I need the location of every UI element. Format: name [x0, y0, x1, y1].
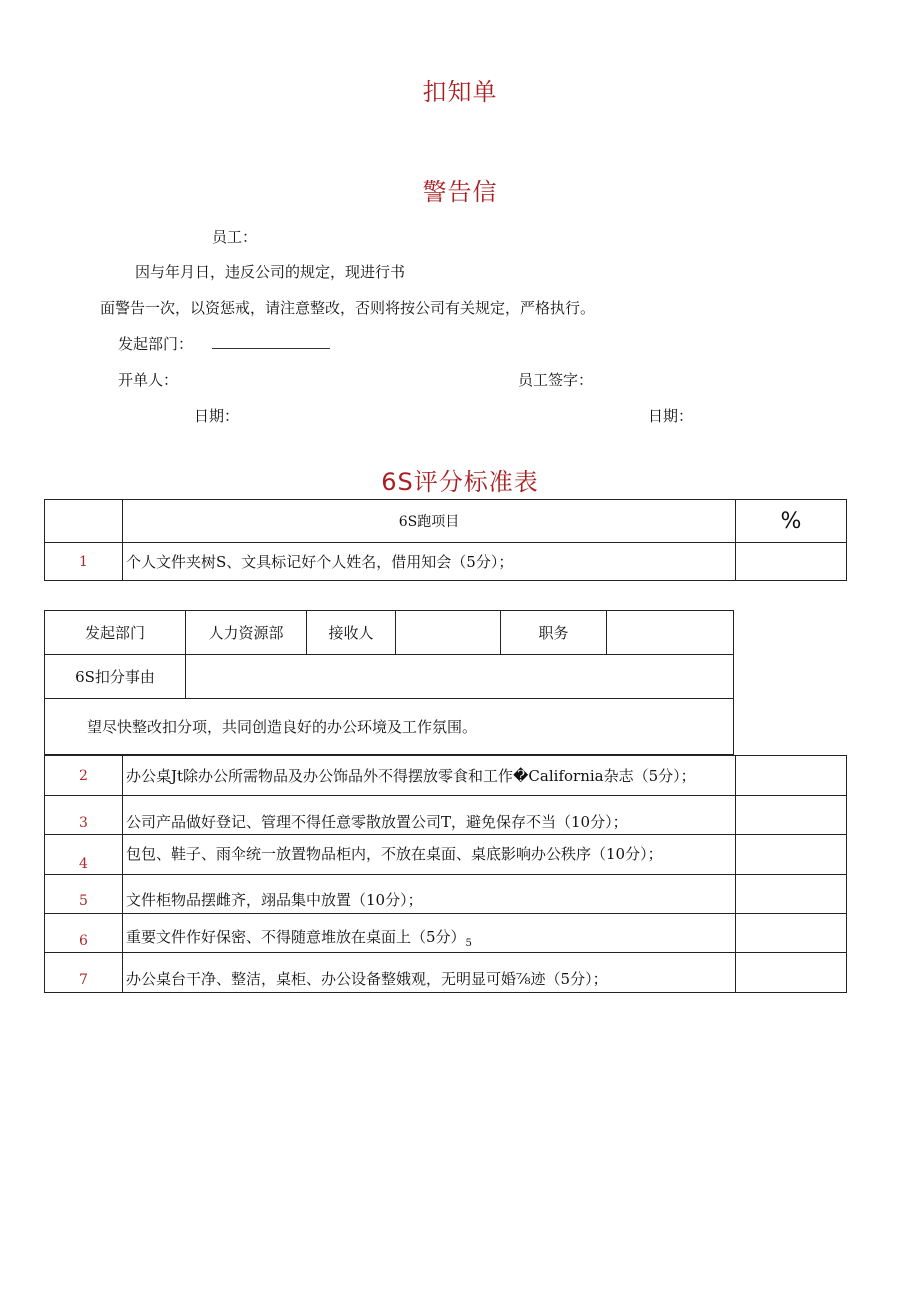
- header-num-cell: [45, 500, 123, 543]
- row-num: 4: [45, 835, 123, 875]
- row-item: 个人文件夹树S、文具标记好个人姓名，借用知会（5分）；: [123, 543, 736, 581]
- row-item: [123, 914, 736, 953]
- scoring-table-bottom: [44, 755, 847, 993]
- row-score: [736, 756, 847, 796]
- form-reason-value: [186, 655, 734, 699]
- row-score: [736, 914, 847, 953]
- form-row-reason: [45, 655, 734, 699]
- row-score: [736, 953, 847, 993]
- table-row: [45, 835, 847, 875]
- form-row-dept: [45, 611, 734, 655]
- header-item-cell: 6S跑项目: [123, 500, 736, 543]
- form-dept-label: 发起部门: [45, 611, 186, 655]
- scoring-table-top: [44, 499, 847, 581]
- table-row: [45, 953, 847, 993]
- form-title: 扣知单: [422, 78, 498, 106]
- form-dept-value: 人力资源部: [186, 611, 307, 655]
- row-item-suffix: 5: [465, 938, 472, 949]
- row-score: [736, 796, 847, 835]
- table-row: [45, 875, 847, 914]
- warning-letter-title: 警告信: [422, 178, 498, 206]
- form-receiver-value: [396, 611, 501, 655]
- dept-label: 发起部门：: [118, 335, 194, 353]
- letter-line-2: 面警告一次，以资惩戒，请注意整改，否则将按公司有关规定，严格执行。: [100, 299, 596, 317]
- dept-blank-line: [212, 336, 330, 349]
- row-num: 6: [45, 914, 123, 953]
- row-num: 3: [45, 796, 123, 835]
- row-item: 公司产品做好登记、管理不得任意零散放置公司T，避免保存不当（10分）；: [123, 796, 736, 835]
- table-row: [45, 796, 847, 835]
- form-row-note: [45, 699, 734, 755]
- row-score: [736, 835, 847, 875]
- row-num: 7: [45, 953, 123, 993]
- row-num: 2: [45, 756, 123, 796]
- letter-line-1: 因与年月日，违反公司的规定，现进行书: [135, 263, 406, 281]
- employee-sign-label: 员工签字：: [518, 371, 594, 389]
- date-label-left: 日期：: [194, 407, 240, 425]
- scoring-title: 6S评分标准表: [381, 468, 539, 496]
- table-row: [45, 756, 847, 796]
- row-num: 5: [45, 875, 123, 914]
- row-score: [736, 543, 847, 581]
- header-pct-cell: %: [736, 500, 847, 543]
- row-item: 包包、鞋子、雨伞统一放置物品柜内，不放在桌面、桌底影响办公秩序（10分）；: [123, 835, 736, 875]
- issuer-label: 开单人：: [118, 371, 179, 389]
- form-position-value: [607, 611, 734, 655]
- table-row: [45, 543, 847, 581]
- date-label-right: 日期：: [648, 407, 694, 425]
- employee-label: 员工：: [212, 228, 258, 246]
- scoring-header-row: [45, 500, 847, 543]
- deduction-form-table: [44, 610, 734, 755]
- form-receiver-label: 接收人: [307, 611, 396, 655]
- row-item: 文件柜物品摆雌齐，翊品集中放置（10分）；: [123, 875, 736, 914]
- row-score: [736, 875, 847, 914]
- row-item: 办公桌台干净、整洁，桌柜、办公设备整娥观，无明显可婚⅞迹（5分）；: [123, 953, 736, 993]
- row-item-text: 重要文件作好保密、不得随意堆放在桌面上（5分）: [126, 928, 466, 946]
- row-item: 办公桌Jt除办公所需物品及办公饰品外不得摆放零食和工作�California杂志（5分）；: [123, 756, 736, 796]
- form-position-label: 职务: [501, 611, 607, 655]
- form-note: 望尽快整改扣分项，共同创造良好的办公环境及工作氛围。: [45, 699, 734, 755]
- row-num: 1: [45, 543, 123, 581]
- dept-field: [118, 333, 330, 354]
- table-row: [45, 914, 847, 953]
- form-reason-label: 6S扣分事由: [45, 655, 186, 699]
